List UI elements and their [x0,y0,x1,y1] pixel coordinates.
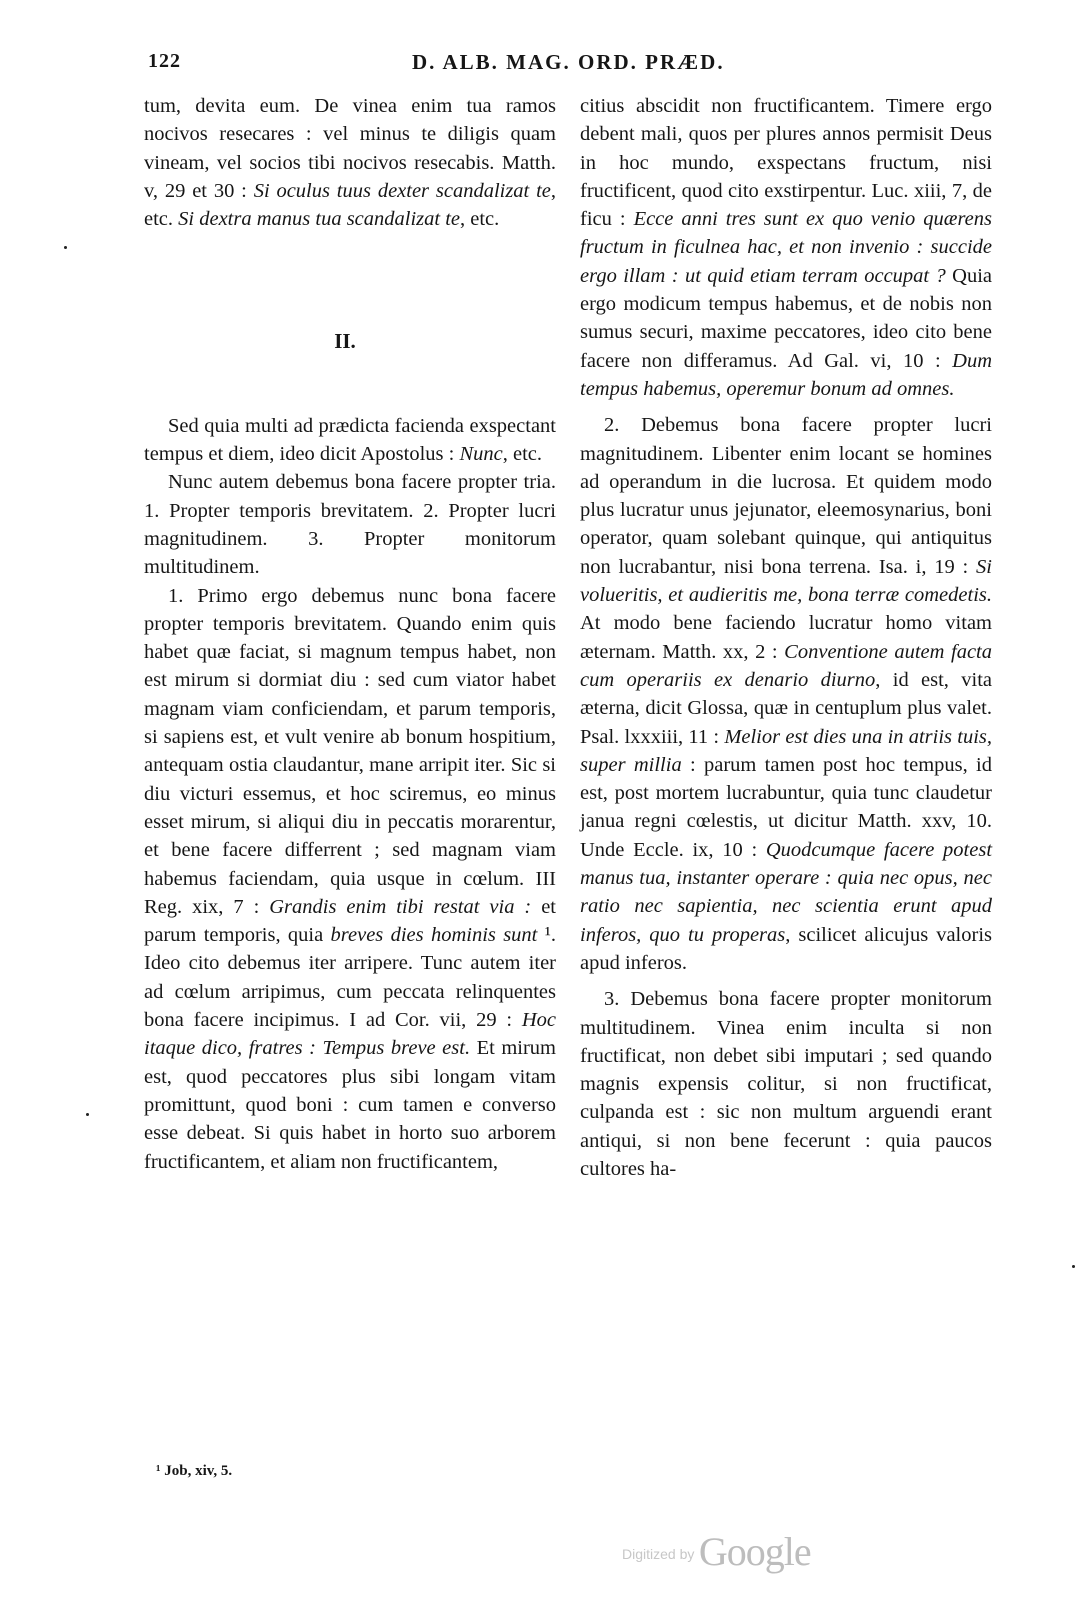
digitized-label: Digitized by [622,1546,695,1562]
paragraph [580,985,992,1183]
italic-quotation: Grandis enim tibi restat via : [269,895,532,918]
page-number: 122 [148,50,181,72]
italic-quotation: Si volueritis, et audieritis me, bona terræ comedetis. [580,555,992,607]
text-run: Sed quia multi ad prædicta facienda exspectant tempus et diem, ideo dicit Apostolus : [144,414,556,466]
right-column [580,92,992,1183]
text-run: Et mirum est, quod peccatores plus sibi longam vitam promittunt, quod boni : cum tamen e converso esse debeat. Si quis habet in horto suo arborem fructificantem, et aliam non fructificantem, [144,1037,556,1173]
text-run: At modo bene faciendo lucratur homo vitam æternam. Matth. xx, 2 : [580,612,992,663]
scan-speck [86,1113,89,1116]
footnote: ¹ Job, xiv, 5. [156,1463,233,1479]
italic-quotation: Si oculus tuus dexter scandalizat te [253,179,551,202]
text-run: Quia ergo modicum tempus habemus, et de nobis non sumus securi, maxime peccatores, ideo cito bene facere non differamus. Ad Gal. vi, 10 : [580,264,992,372]
italic-quotation: Nunc [459,443,503,466]
scan-speck [64,246,67,249]
digitized-watermark [622,1528,811,1575]
paragraph-continuation [580,92,992,403]
paragraph-continuation [144,92,556,233]
text-run: et parum temporis, quia [144,895,557,947]
italic-quotation: Conventione autem facta cum operariis ex denario diurno [580,640,992,691]
italic-quotation: Ecce anni tres sunt ex quo venio quærens fructum in ficulnea hac, et non invenio : succide ergo illam : ut quid etiam terram occupat ? [580,208,992,287]
text-run: 2. Debemus bona facere propter lucri magnitudinem. Libenter enim locant se homines ad operandum in die lucrosa. Et quidem modo plus lucratur unus jejunator, eleemosynarius, boni operator, quam solebant quinque, qui antiquitus non lucrabantur, nisi bona terrena. Isa. i, 19 : [580,414,992,578]
text-run: , id est, vita æterna, dicit Glossa, quæ in centuplum plus valet. Psal. lxxxiii, 11 : [580,668,992,748]
italic-quotation: Quodcumque facere potest manus tua, instanter operare : quia nec opus, nec ratio nec sapientia, nec scientia erunt apud inferos, quo tu properas [580,838,993,946]
italic-quotation: Hoc itaque dico, fratres : Tempus breve est. [144,1009,556,1060]
running-head: D. ALB. MAG. ORD. PRÆD. [412,50,725,74]
text-run: , etc. [144,179,556,231]
paragraph [580,411,992,977]
paragraph [144,468,556,581]
text-run: 1. Primo ergo debemus nunc bona facere propter temporis brevitatem. Quando enim quis habet quæ faciat, si magnum tempus habet, non est mirum si dormiat diu : sed cum viator habet magnam viam conficiendam, et parum temporis, si sapiens est, et vult venire ab bonum hospitium, antequam ostia claudantur, mane arripit iter. Sic si diu victuri essemus, et hoc sciremus, eo minus esset mirum, si aliqui diu in peccatis morarentur, et bene facere differrent ; sed magnam viam habemus faciendam, quia usque in cœlum. III Reg. xix, 7 : [144,584,556,918]
text-run: , etc. [502,443,543,466]
text-run: citius abscidit non fructificantem. Timere ergo debent mali, quos per plures annos permisit Deus in hoc mundo, exspectans fructum, nisi fructificent, quod cito exstirpentur. Luc. xiii, 7, de ficu : [580,95,992,231]
text-run: 3. Debemus bona facere propter monitorum multitudinem. Vinea enim inculta si non fructificat, non debet sibi imputari ; sed quando magnis expensis colitur, si non fructificat, culpanda est : sic non multum arguendi erant antiqui, si non bene fecerunt : quia paucos cultores ha- [580,988,992,1180]
paragraph [144,582,556,1176]
italic-quotation: Dum tempus habemus, operemur bonum ad omnes. [580,349,992,400]
section-heading: II. [334,329,356,354]
paragraph [144,412,556,469]
text-run: : parum tamen post hoc tempus, id est, post mortem lucrabuntur, quia tunc claudetur janua regni cœlestis, ut dicitur Matth. xxv, 10. Unde Eccle. ix, 10 : [580,753,992,861]
italic-quotation: Si dextra manus tua scandalizat te [178,208,461,231]
italic-quotation: Melior est dies una in atriis tuis, super millia [580,725,993,776]
text-run: ¹. Ideo cito debemus iter arripere. Tunc autem iter ad cœlum arripimus, cum peccata relinquentes bona facere incipimus. I ad Cor. vii, 29 : [144,924,556,1032]
google-logo: Google [698,1529,811,1574]
scan-speck [1072,1265,1075,1268]
left-column [144,92,556,1176]
text-run: tum, devita eum. De vinea enim tua ramos nocivos resecares : vel minus te diligis quam vineam, vel socios tibi nocivos resecabis. Matth. v, 29 et 30 : [144,95,556,202]
italic-quotation: breves dies hominis sunt [330,924,538,947]
text-run: Nunc autem debemus bona facere propter tria. 1. Propter temporis brevitatem. 2. Propter lucri magnitudinem. 3. Propter monitorum multitudinem. [144,471,556,579]
text-run: , scilicet alicujus valoris apud inferos. [580,923,992,974]
text-run: , etc. [460,208,500,231]
